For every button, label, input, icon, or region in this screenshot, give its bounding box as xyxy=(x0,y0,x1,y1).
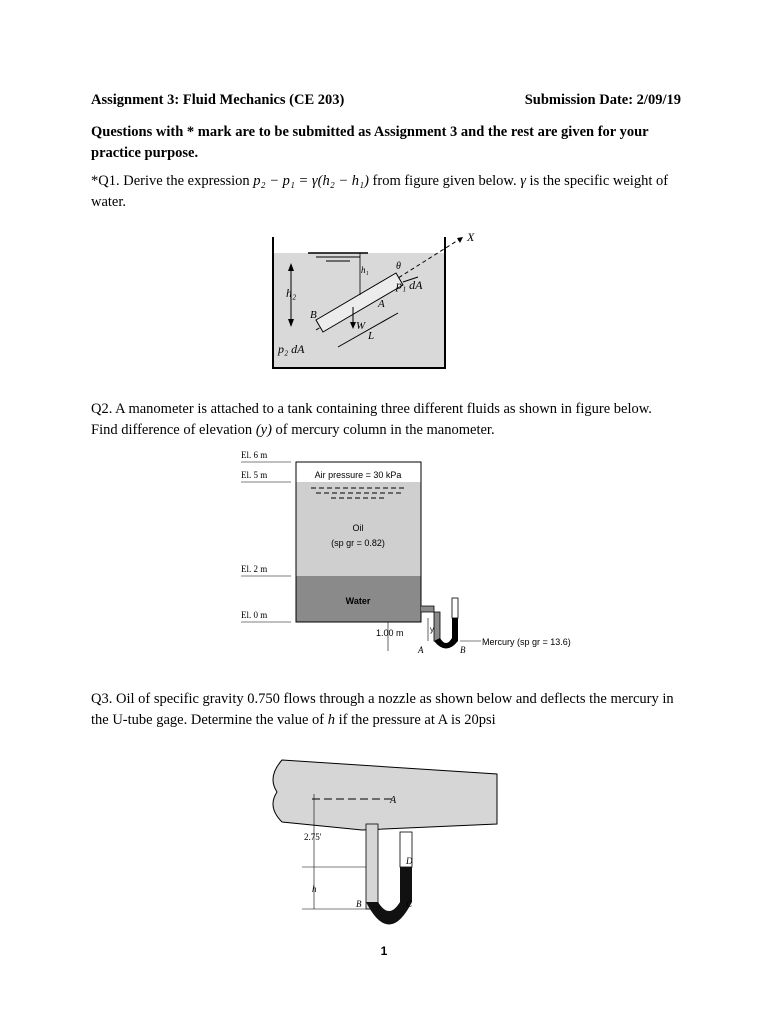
label-l: L xyxy=(368,330,375,342)
elev-2: El. 2 m xyxy=(241,564,268,574)
label-w: W xyxy=(356,320,366,332)
document-header xyxy=(91,92,681,109)
question-3-text: Q3. Oil of specific gravity 0.750 flows through a nozzle as shown below and deflects the mercury in the U-tube gage. Determine the value of h if the pressure at A is 20psi xyxy=(91,691,674,728)
elev-5: El. 5 m xyxy=(241,470,268,480)
label-h1: h₁ xyxy=(361,265,369,275)
label-h2: h₂ xyxy=(286,286,297,300)
q2-figure xyxy=(236,446,596,661)
elev-0: El. 0 m xyxy=(241,610,268,620)
submission-date: Submission Date: 2/09/19 xyxy=(524,92,681,108)
dimension-label: 2.75' xyxy=(304,832,322,842)
elev-6: El. 6 m xyxy=(241,450,268,460)
q1-expression: p₂ − p₁ = γ(h₂ − h₁) xyxy=(253,173,369,189)
point-d: D xyxy=(406,856,413,866)
label-p2da: p₂ dA xyxy=(278,342,305,356)
distance-label: 1.00 m xyxy=(376,628,404,638)
label-theta: θ xyxy=(396,261,401,272)
label-x: X xyxy=(467,230,475,244)
oil-label: Oil xyxy=(352,523,364,533)
y-label: y xyxy=(430,625,434,634)
label-a: A xyxy=(378,298,385,310)
q3-figure xyxy=(262,752,502,937)
water-label: Water xyxy=(345,596,371,606)
question-1-text: *Q1. Derive the expression p₂ − p₁ = γ(h₂ − h₁) from figure given below. γ is the specific weight of water. xyxy=(91,173,669,210)
page-number: 1 xyxy=(380,944,388,958)
mercury-label: Mercury (sp gr = 13.6) xyxy=(482,637,571,647)
point-b: B xyxy=(356,899,362,909)
point-a: A xyxy=(418,645,424,655)
instructions: Questions with * mark are to be submitted as Assignment 3 and the rest are given for your practice purpose. xyxy=(91,124,649,161)
assignment-title: Assignment 3: Fluid Mechanics (CE 203) xyxy=(91,92,345,108)
label-p1da: p₁ dA xyxy=(396,278,423,292)
q1-figure xyxy=(268,225,488,370)
air-pressure-label: Air pressure = 30 kPa xyxy=(314,470,402,480)
point-c: C xyxy=(406,899,413,909)
label-b: B xyxy=(310,309,317,321)
label-h: h xyxy=(312,884,317,894)
oil-sg-label: (sp gr = 0.82) xyxy=(331,538,385,548)
point-b: B xyxy=(460,645,466,655)
question-2-text: Q2. A manometer is attached to a tank containing three different fluids as shown in figure below. Find difference of elevation (y) of mercury column in the manometer. xyxy=(91,401,652,438)
nozzle-point-a: A xyxy=(390,795,397,806)
